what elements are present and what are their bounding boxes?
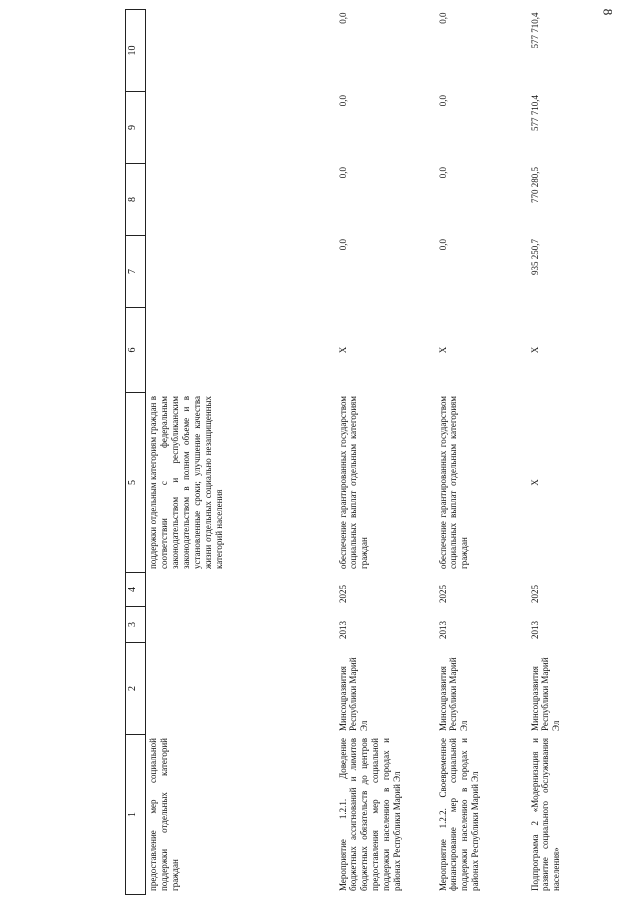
col-header-7: 7 xyxy=(126,236,146,308)
cell-col6 xyxy=(146,308,336,393)
cell-col10: 0,0 xyxy=(337,12,348,24)
cell-col7: 0,0 xyxy=(437,239,448,251)
col-header-6: 6 xyxy=(126,308,146,393)
col-header-4: 4 xyxy=(126,573,146,607)
cell-executor: Минсоцразвития Республики Марий Эл xyxy=(437,657,470,731)
cell-result: поддержки отдельным категориям граждан в соответствии с федеральным законодательством и республиканским законодательством в полном объеме и в установленные сроки; улучшение качества жизни отдельных социально незащищенных категорий населения xyxy=(148,396,224,569)
cell-col6: Х xyxy=(529,346,540,354)
cell-end-year: 2025 xyxy=(529,585,540,603)
cell-start-year xyxy=(146,607,336,643)
cell-name: Подпрограмма 2 «Модернизация и развитие социального обслуживания населения» xyxy=(529,738,562,891)
cell-col10: 577 710,4 xyxy=(529,12,540,49)
table-row xyxy=(436,10,528,895)
cell-col9: 0,0 xyxy=(337,95,348,107)
cell-col8: 770 280,5 xyxy=(529,167,540,203)
header-row xyxy=(126,10,146,895)
rotated-table-page xyxy=(125,10,635,895)
cell-executor: Минсоцразвития Республики Марий Эл xyxy=(337,657,370,731)
col-header-1: 1 xyxy=(126,735,146,895)
table-row xyxy=(146,10,336,895)
col-header-5: 5 xyxy=(126,393,146,573)
cell-col8 xyxy=(146,164,336,236)
table-row xyxy=(528,10,608,895)
cell-col6: Х xyxy=(337,346,348,354)
col-header-10: 10 xyxy=(126,10,146,92)
cell-name: Мероприятие 1.2.1. Доведение бюджетных ассигнований и лимитов бюджетных обязательств до центров предоставления мер социальной поддержки населению в городах и районах Республики Марий Эл xyxy=(337,738,403,891)
cell-start-year: 2013 xyxy=(437,621,448,639)
cell-col7: 935 250,7 xyxy=(529,239,540,275)
cell-executor xyxy=(146,643,336,735)
col-header-8: 8 xyxy=(126,164,146,236)
cell-col10 xyxy=(146,10,336,92)
page-number: 8 xyxy=(600,8,616,16)
cell-name: Мероприятие 1.2.2. Своевременное финансирование мер социальной поддержки населению в городах и районах Республики Марий Эл xyxy=(437,738,481,891)
cell-col9 xyxy=(146,92,336,164)
col-header-9: 9 xyxy=(126,92,146,164)
cell-end-year xyxy=(146,573,336,607)
cell-result: Х xyxy=(529,479,540,486)
cell-col8: 0,0 xyxy=(437,167,448,179)
cell-col7: 0,0 xyxy=(337,239,348,251)
cell-col6: Х xyxy=(437,346,448,354)
table-row xyxy=(336,10,436,895)
cell-result: обеспечение гарантированных государством социальных выплат отдельным категориям граждан xyxy=(337,396,370,569)
cell-start-year: 2013 xyxy=(337,621,348,639)
cell-col7 xyxy=(146,236,336,308)
cell-executor: Минсоцразвития Республики Марий Эл xyxy=(529,657,562,731)
cell-result: обеспечение гарантированных государством социальных выплат отдельным категориям граждан xyxy=(437,396,470,569)
cell-end-year: 2025 xyxy=(337,585,348,603)
col-header-3: 3 xyxy=(126,607,146,643)
cell-col9: 0,0 xyxy=(437,95,448,107)
cell-col10: 0,0 xyxy=(437,12,448,24)
program-table xyxy=(125,9,608,895)
cell-start-year: 2013 xyxy=(529,621,540,639)
cell-col8: 0,0 xyxy=(337,167,348,179)
cell-end-year: 2025 xyxy=(437,585,448,603)
col-header-2: 2 xyxy=(126,643,146,735)
cell-name: предоставление мер социальной поддержки отдельных категорий граждан xyxy=(148,738,180,891)
cell-col9: 577 710,4 xyxy=(529,95,540,131)
